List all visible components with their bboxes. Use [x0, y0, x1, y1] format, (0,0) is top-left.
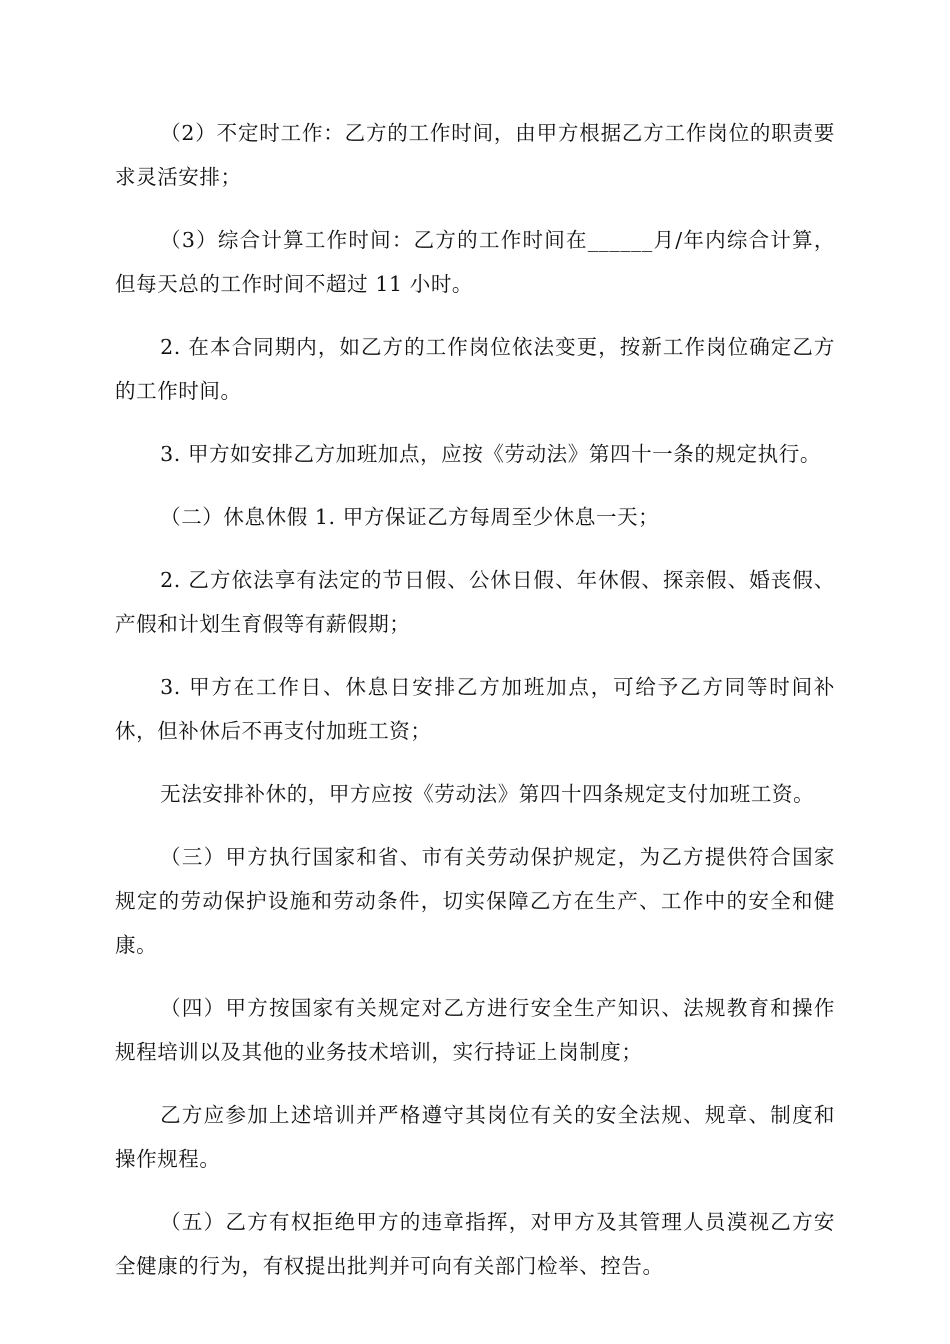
- paragraph-safety-training: （四）甲方按国家有关规定对乙方进行安全生产知识、法规教育和操作规程培训以及其他的业务技术培训，实行持证上岗制度；: [115, 996, 835, 1064]
- document-body: [115, 111, 835, 1307]
- paragraph-overtime-pay: 无法安排补休的，甲方应按《劳动法》第四十四条规定支付加班工资。: [160, 782, 815, 806]
- paragraph-compensatory-leave: 3. 甲方在工作日、休息日安排乙方加班加点，可给予乙方同等时间补休，但补休后不再支付加班工资；: [115, 675, 835, 743]
- paragraph-labor-protection: （三）甲方执行国家和省、市有关劳动保护规定，为乙方提供符合国家规定的劳动保护设施和劳动条件，切实保障乙方在生产、工作中的安全和健康。: [115, 845, 835, 957]
- paragraph-right-to-refuse: （五）乙方有权拒绝甲方的违章指挥，对甲方及其管理人员漠视乙方安全健康的行为，有权提出批判并可向有关部门检举、控告。: [115, 1210, 835, 1278]
- paragraph-rest-leave-heading: （二）休息休假 1. 甲方保证乙方每周至少休息一天；: [160, 505, 660, 529]
- paragraph-comprehensive-hours: （3）综合计算工作时间：乙方的工作时间在______月/年内综合计算，但每天总的工作时间不超过 11 小时。: [115, 228, 835, 296]
- paragraph-training-compliance: 乙方应参加上述培训并严格遵守其岗位有关的安全法规、规章、制度和操作规程。: [115, 1103, 835, 1171]
- paragraph-paid-holidays: 2. 乙方依法享有法定的节日假、公休日假、年休假、探亲假、婚丧假、产假和计划生育假等有薪假期；: [115, 568, 835, 636]
- paragraph-irregular-hours: （2）不定时工作：乙方的工作时间，由甲方根据乙方工作岗位的职责要求灵活安排；: [115, 121, 835, 189]
- paragraph-overtime: 3. 甲方如安排乙方加班加点，应按《劳动法》第四十一条的规定执行。: [160, 442, 821, 466]
- paragraph-position-change: 2. 在本合同期内，如乙方的工作岗位依法变更，按新工作岗位确定乙方的工作时间。: [115, 335, 835, 403]
